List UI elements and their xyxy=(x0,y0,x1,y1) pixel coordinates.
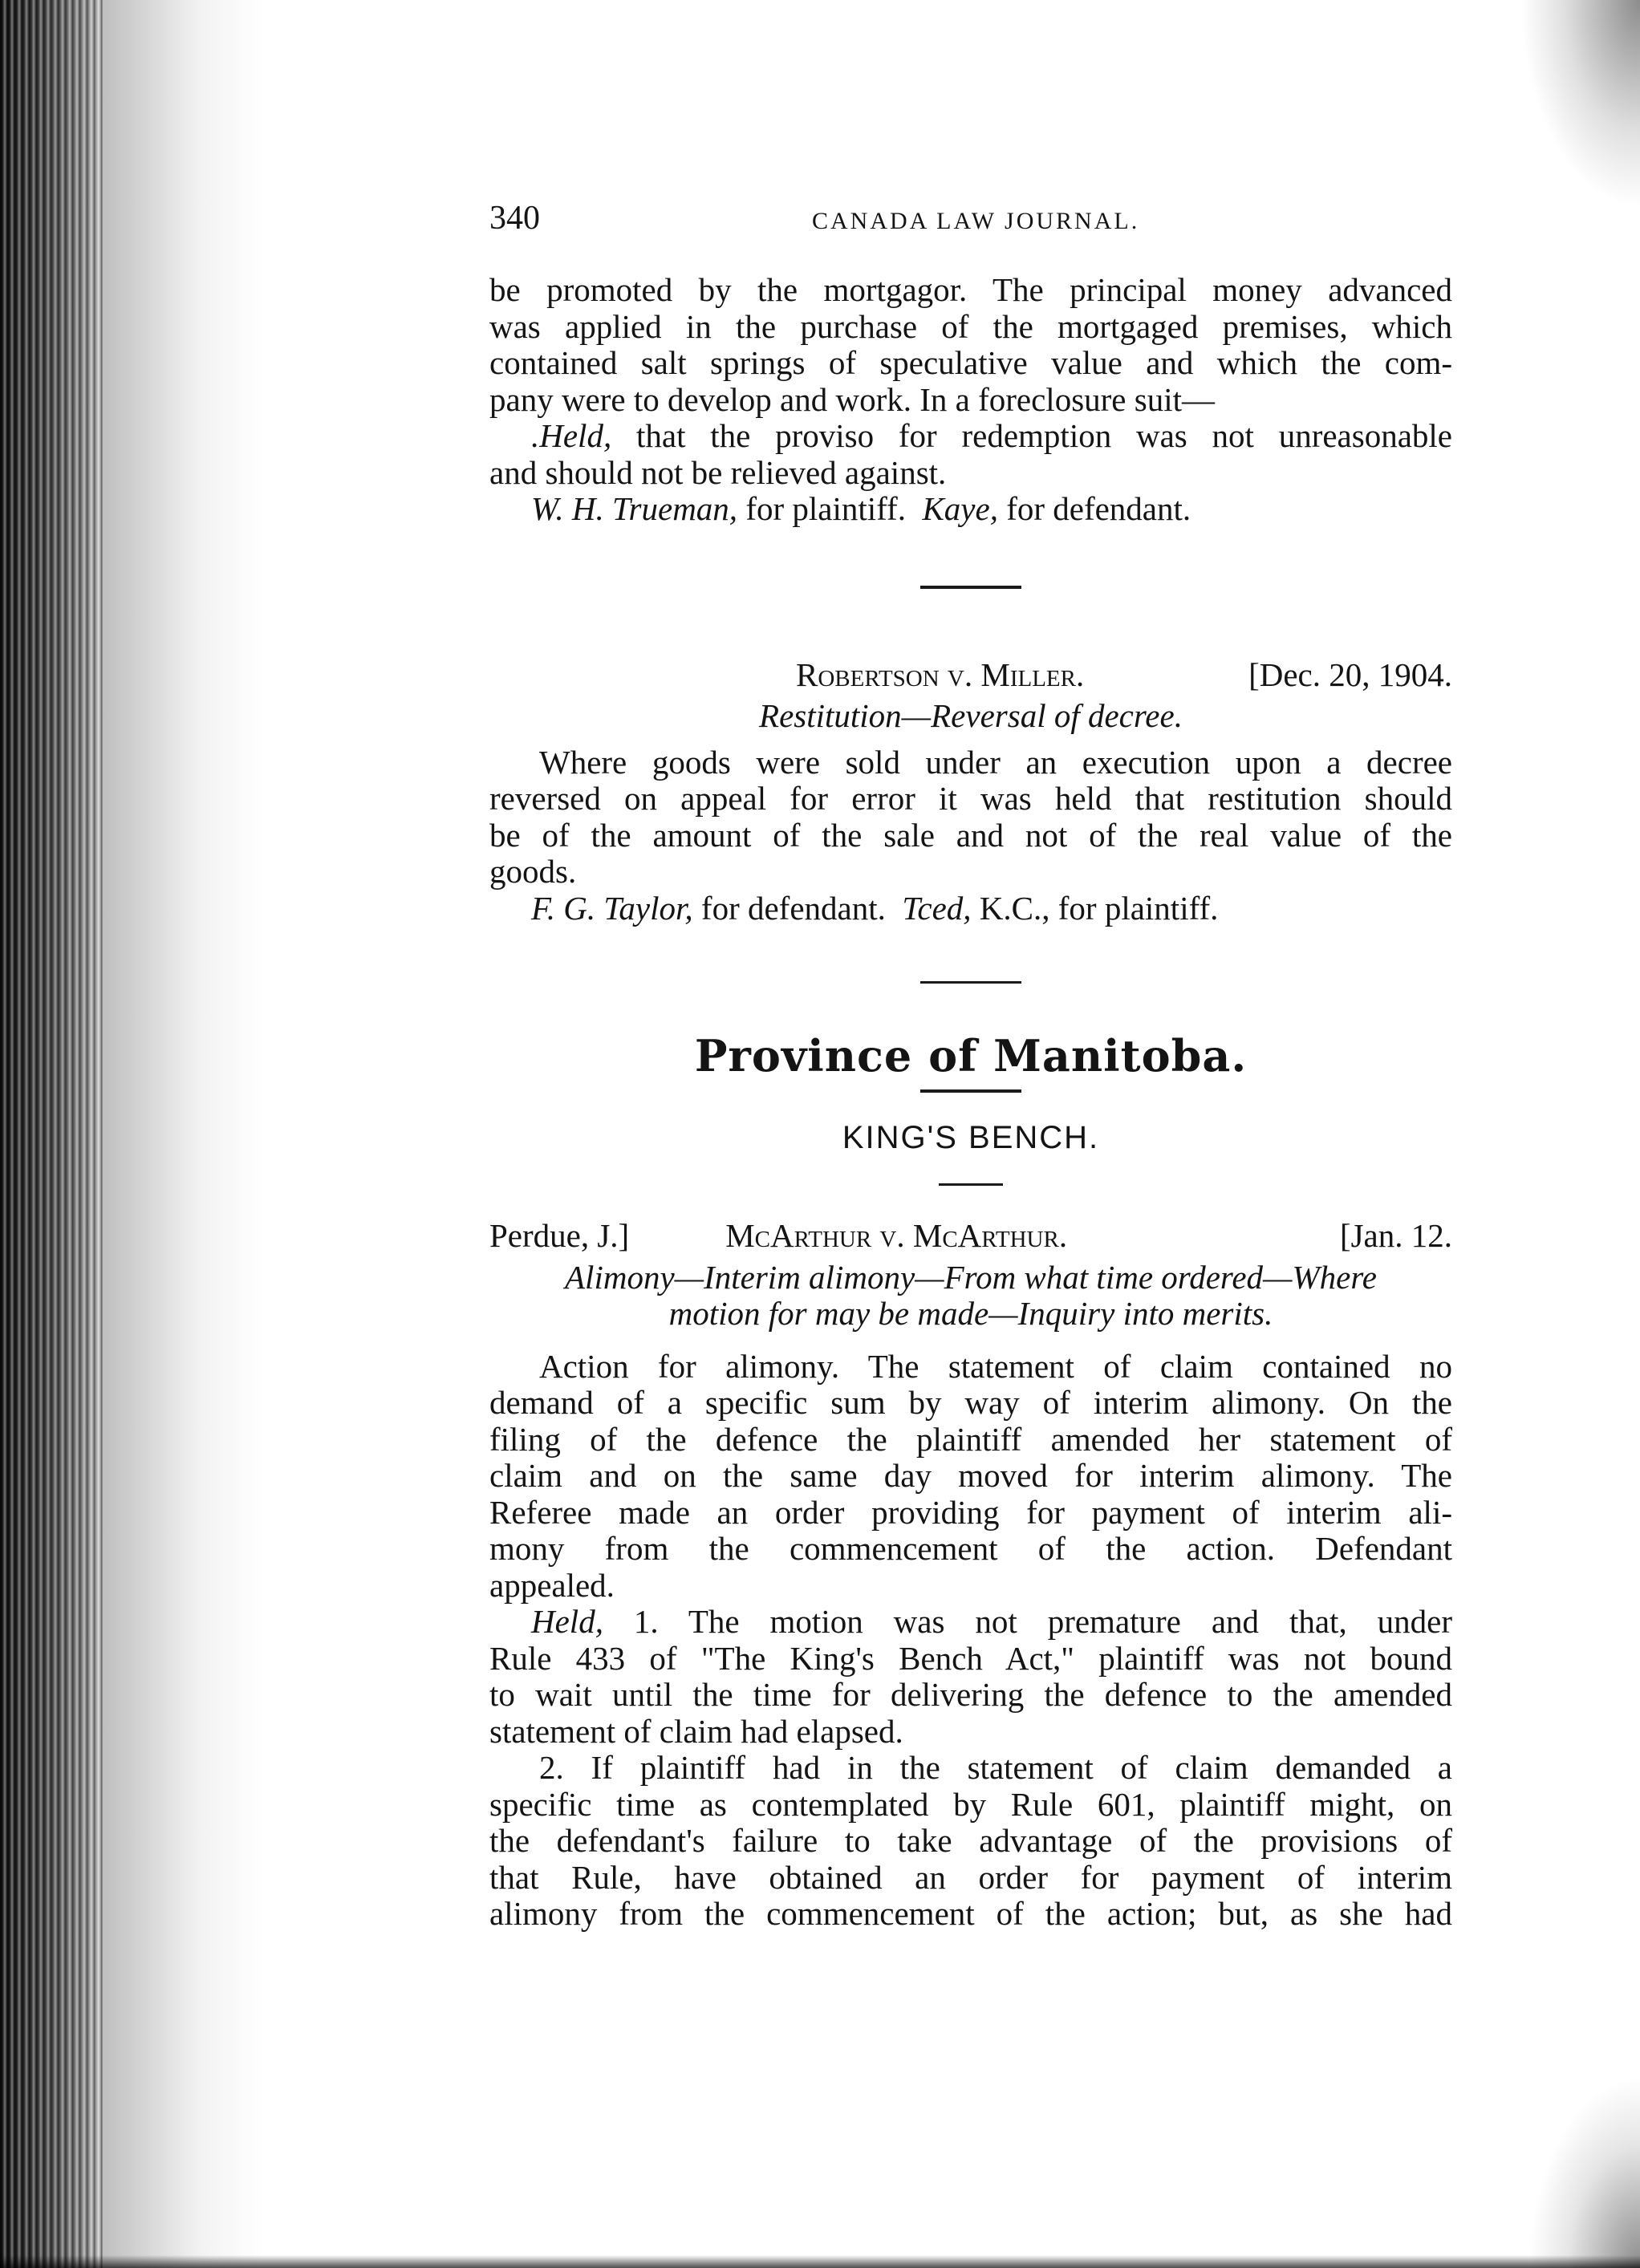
text-line: mony from the commencement of the action. Defendant xyxy=(489,1530,1452,1567)
judge-name: Perdue, J.] xyxy=(489,1217,630,1254)
province-heading: Province of Manitoba. xyxy=(694,1030,1248,1081)
held-label: Held, xyxy=(531,1603,603,1640)
text-line: contained salt springs of speculative value and which the com- xyxy=(489,344,1452,381)
mcarthur-case xyxy=(489,1218,1452,1933)
gutter-shade xyxy=(103,0,263,2268)
counsel-role: for plaintiff. xyxy=(737,490,906,527)
section-divider xyxy=(920,981,1021,984)
running-title: CANADA LAW JOURNAL. xyxy=(812,208,1140,234)
counsel-name: Tced, xyxy=(902,889,972,927)
held-text: that the proviso for redemption was not unreasonable xyxy=(611,417,1452,454)
page-corner-shadow-top xyxy=(1520,0,1640,209)
previous-case-continuation xyxy=(489,272,1452,528)
counsel-name: F. G. Taylor, xyxy=(531,889,693,927)
text-line: be of the amount of the sale and not of the real value of the xyxy=(489,816,1452,854)
text-line: specific time as contemplated by Rule 601, plaintiff might, on xyxy=(489,1785,1452,1823)
section-divider xyxy=(920,586,1021,589)
page-corner-shadow-bottom xyxy=(1528,2075,1640,2268)
text-line: Action for alimony. The statement of claim contained no xyxy=(539,1347,1452,1385)
text-line: goods. xyxy=(489,853,577,890)
case-subject: motion for may be made—Inquiry into merits. xyxy=(668,1295,1273,1332)
case-date: [Jan. 12. xyxy=(1339,1217,1452,1254)
counsel-role: for defendant. xyxy=(997,490,1191,527)
case-title-line xyxy=(489,657,1452,694)
held-text: 1. The motion was not premature and that, under xyxy=(603,1603,1452,1640)
text-line: 2. If plaintiff had in the statement of claim demanded a xyxy=(539,1749,1452,1786)
case-subject: Restitution—Reversal of decree. xyxy=(759,697,1183,734)
robertson-case xyxy=(489,657,1452,927)
text-line: filing of the defence the plaintiff amended her statement of xyxy=(489,1420,1452,1458)
text-line: the defendant's failure to take advantage of the provisions of xyxy=(489,1822,1452,1859)
text-line: and should not be relieved against. xyxy=(489,453,947,491)
held-line xyxy=(489,1604,1452,1641)
heading-divider xyxy=(939,1183,1003,1186)
counsel-name: W. H. Trueman, xyxy=(531,490,738,527)
text-line: Where goods were sold under an execution upon a decree xyxy=(539,743,1452,781)
case-title: McArthur v. McArthur. xyxy=(725,1217,1068,1254)
text-line: appealed. xyxy=(489,1566,615,1604)
case-title-line xyxy=(489,1218,1452,1255)
case-headnote xyxy=(489,745,1452,891)
heading-divider xyxy=(920,1089,1021,1093)
counsel-role: for defendant. xyxy=(692,889,886,927)
held-label: .Held, xyxy=(531,417,612,454)
province-section xyxy=(489,1030,1452,1186)
holding-one xyxy=(489,1604,1452,1750)
text-line: demand of a specific sum by way of interim alimony. On the xyxy=(489,1384,1452,1421)
book-gutter-shadow xyxy=(0,0,103,2268)
text-line: was applied in the purchase of the mortgaged premises, which xyxy=(489,307,1452,345)
text-line: alimony from the commencement of the action; but, as she had xyxy=(489,1895,1452,1932)
court-heading: KING'S BENCH. xyxy=(842,1119,1100,1155)
held-line xyxy=(489,418,1452,455)
text-line: to wait until the time for delivering the defence to the amended xyxy=(489,1676,1452,1713)
page-header xyxy=(489,201,1452,245)
text-line: Referee made an order providing for payment of interim ali- xyxy=(489,1493,1452,1531)
case-facts xyxy=(489,1349,1452,1605)
counsel-line xyxy=(489,891,1452,927)
case-subject: Alimony—Interim alimony—From what time ordered—Where xyxy=(565,1258,1377,1296)
text-line: be promoted by the mortgagor. The principal money advanced xyxy=(489,271,1452,308)
text-line: pany were to develop and work. In a foreclosure suit— xyxy=(489,380,1215,418)
journal-page xyxy=(489,201,1452,1933)
text-line: Rule 433 of "The King's Bench Act," plaintiff was not bound xyxy=(489,1639,1452,1677)
text-line: that Rule, have obtained an order for payment of interim xyxy=(489,1858,1452,1896)
holding-two xyxy=(489,1750,1452,1933)
counsel-role: K.C., for plaintiff. xyxy=(971,889,1219,927)
counsel-name: Kaye, xyxy=(922,490,998,527)
text-line: claim and on the same day moved for interim alimony. The xyxy=(489,1457,1452,1494)
page-bottom-edge xyxy=(0,2255,1640,2268)
case-title: Robertson v. Miller. xyxy=(796,655,1085,693)
case-date: [Dec. 20, 1904. xyxy=(1248,655,1452,693)
text-line: reversed on appeal for error it was held that restitution should xyxy=(489,780,1452,817)
page-number: 340 xyxy=(489,200,540,237)
counsel-line xyxy=(489,491,1452,528)
text-line: statement of claim had elapsed. xyxy=(489,1712,903,1750)
